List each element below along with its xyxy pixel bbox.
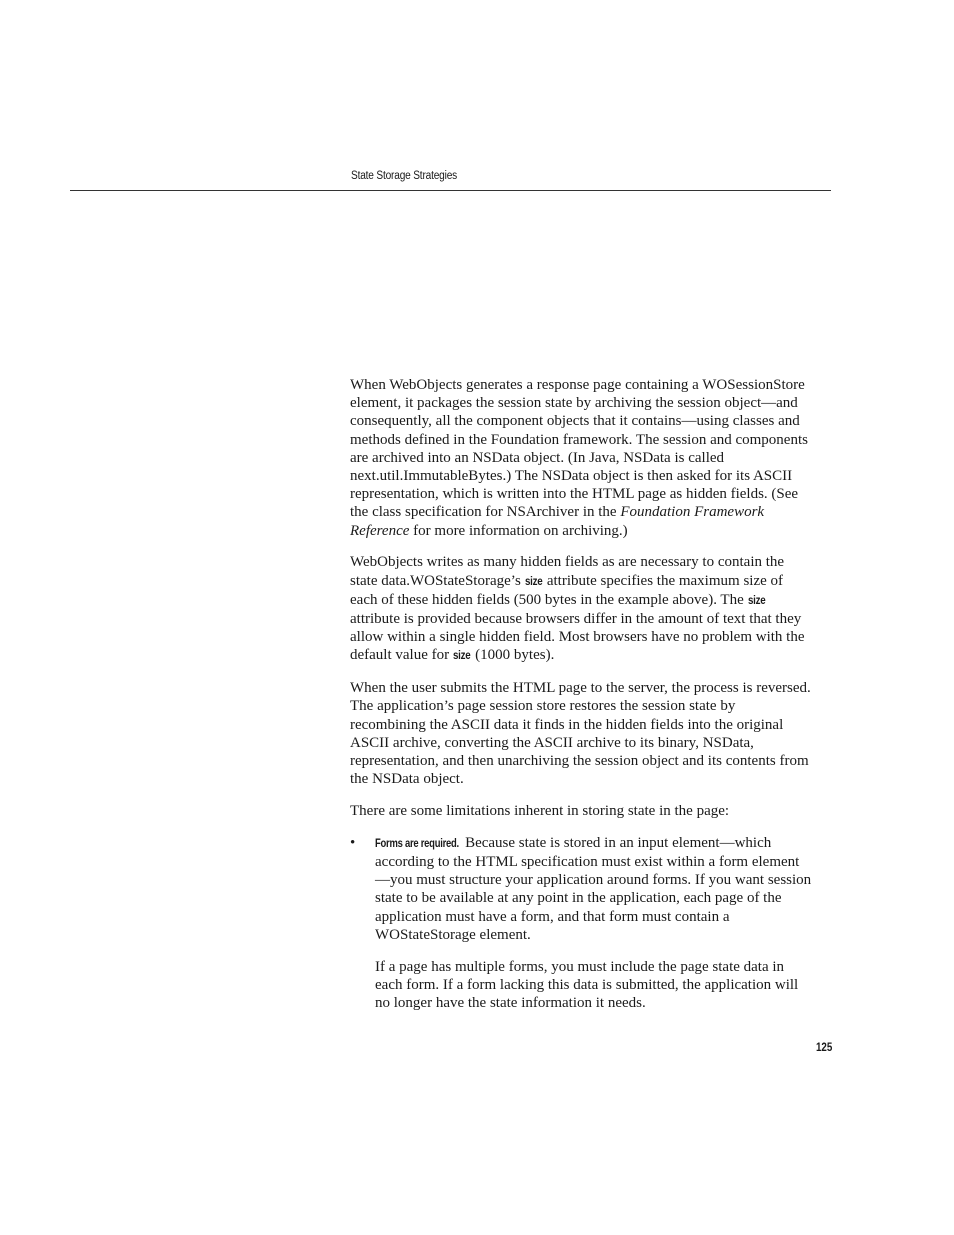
- paragraph-3: When the user submits the HTML page to the server, the process is reversed. The application’s page session store restores the session state by recombining the ASCII data it finds in the hidden fields into the original ASCII archive, converting the ASCII archive to its binary, NSData, representation, and then unarchiving the session object and its contents from the NSData object.: [350, 680, 811, 788]
- page-number: 125: [816, 1042, 833, 1054]
- paragraph-2-text-a: WebObjects writes as many hidden fields as are necessary to contain the state data.WOStateStorage’s: [350, 554, 785, 589]
- code-size-1: size: [524, 575, 542, 588]
- bullet-icon: •: [350, 834, 356, 851]
- code-size-2: size: [747, 594, 765, 607]
- bullet-item-forms-required: [350, 834, 812, 944]
- bullet-followup-paragraph: If a page has multiple forms, you must include the page state data in each form. If a form lacking this data is submitted, the application will no longer have the state information it needs.: [375, 958, 799, 1012]
- paragraph-1: [350, 376, 812, 540]
- paragraph-2-text-d: (1000 bytes).: [471, 647, 555, 664]
- book-title: Foundation Framework Reference: [350, 504, 765, 539]
- paragraph-4: There are some limitations inherent in storing state in the page:: [350, 803, 730, 820]
- bullet-text: Because state is stored in an input element—which according to the HTML specification must exist within a form element—you must structure your application around forms. If you want session state to be available at any point in the application, each page of the application must have a form, and that form must contain a WOStateStorage element.: [375, 834, 812, 943]
- code-size-3: size: [452, 650, 471, 663]
- bullet-lead-in: Forms are required.: [375, 837, 459, 850]
- paragraph-1-text-b: for more information on archiving.): [409, 522, 628, 539]
- paragraph-1-text-a: When WebObjects generates a response page containing a WOSessionStore element, it packages the session state by archiving the session object—and consequently, all the component objects that it contains—using classes and methods defined in the Foundation framework. The session and components are archived into an NSData object. (In Java, NSData is called next.util.ImmutableBytes.) The NSData object is then asked for its ASCII representation, which is written into the HTML page as hidden fields. (See the class specification for NSArchiver in the: [350, 377, 808, 521]
- paragraph-2: [350, 553, 812, 665]
- running-header: State Storage Strategies: [351, 170, 458, 182]
- body-column: [350, 376, 812, 1026]
- header-rule: [70, 190, 831, 191]
- paragraph-2-text-b: attribute specifies the maximum size of each of these hidden fields (500 bytes in the example above). The: [350, 572, 784, 608]
- paragraph-2-text-c: attribute is provided because browsers differ in the amount of text that they allow within a single hidden field. Most browsers have no problem with the default value for: [350, 611, 805, 664]
